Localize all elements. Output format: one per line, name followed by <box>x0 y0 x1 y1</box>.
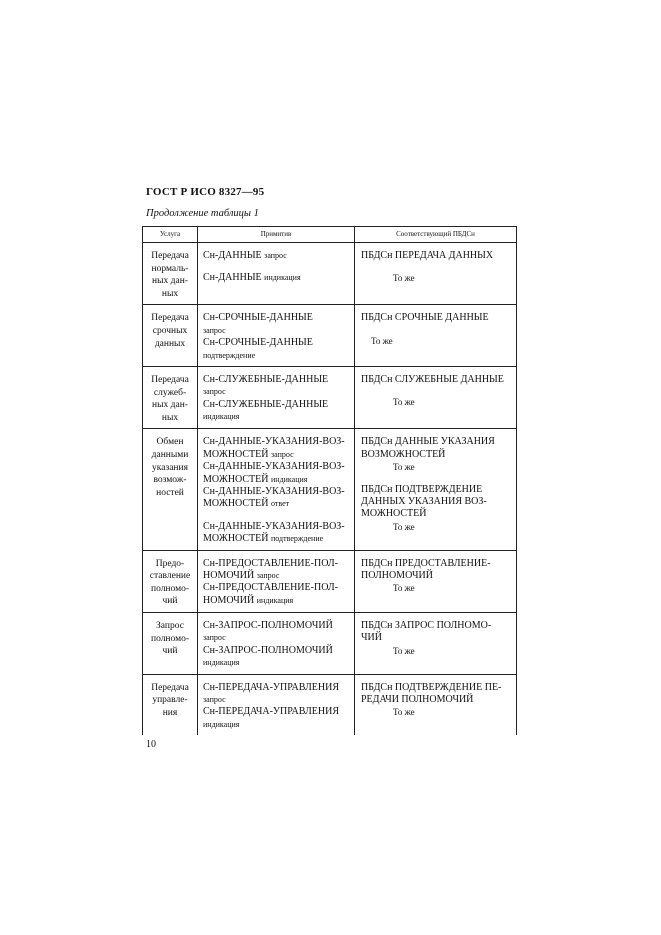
primitive-type: запрос <box>264 251 287 260</box>
spdu-name: МОЖНОСТЕЙ <box>361 508 427 520</box>
same-note: То же <box>393 462 415 473</box>
primitive-entry <box>203 498 350 510</box>
column-header-service: Услуга <box>143 227 198 243</box>
service-cell <box>143 367 198 429</box>
primitive-type: запрос <box>203 633 226 643</box>
primitive-type: запрос <box>271 449 294 459</box>
spdu-name: РЕДАЧИ ПОЛНОМОЧИЙ <box>361 694 474 706</box>
table-header-row <box>143 227 517 243</box>
service-cell <box>143 243 198 305</box>
primitive-name: Сн-ДАННЫЕ-УКАЗАНИЯ-ВОЗ- <box>203 486 345 497</box>
primitive-type: индикация <box>271 474 308 484</box>
primitive-cell <box>198 550 355 612</box>
primitive-name: Сн-СЛУЖЕБНЫЕ-ДАННЫЕ <box>203 374 329 385</box>
primitive-name: Сн-СРОЧНЫЕ-ДАННЫЕ <box>203 337 313 349</box>
primitive-name: Сн-СЛУЖЕБНЫЕ-ДАННЫЕ <box>203 398 329 410</box>
primitive-type: подтверждение <box>271 534 324 544</box>
primitive-entry <box>203 474 350 486</box>
service-cell <box>143 305 198 367</box>
primitive-type: ответ <box>271 499 290 509</box>
service-cell <box>143 613 198 675</box>
primitive-name: Сн-ЗАПРОС-ПОЛНОМОЧИЙ <box>203 644 333 656</box>
primitive-cell <box>198 243 355 305</box>
spdu-name: ПБДСн ПОДТВЕРЖДЕНИЕ <box>361 483 483 495</box>
primitive-cell <box>198 613 355 675</box>
spdu-cell <box>355 550 517 612</box>
spdu-name: ПБДСн ПОДТВЕРЖДЕНИЕ ПЕ- <box>361 681 502 693</box>
primitive-name: Сн-ПРЕДОСТАВЛЕНИЕ-ПОЛ- <box>203 582 339 594</box>
table-row <box>143 613 517 675</box>
primitive-type: индикация <box>256 595 294 605</box>
service-line: срочных <box>152 325 188 336</box>
document-header: ГОСТ Р ИСО 8327—95 <box>146 186 265 198</box>
table-row <box>143 243 517 305</box>
primitive-name: Сн-ЗАПРОС-ПОЛНОМОЧИЙ <box>203 620 333 631</box>
primitive-entry <box>203 570 350 582</box>
spdu-cell <box>355 613 517 675</box>
spdu-name: ПБДСн ЗАПРОС ПОЛНОМО- <box>361 620 492 631</box>
spdu-cell <box>355 305 517 367</box>
primitive-entry <box>203 595 350 607</box>
same-note: То же <box>393 645 415 656</box>
page-number: 10 <box>146 739 156 750</box>
primitive-type: индикация <box>203 658 240 668</box>
service-cell <box>143 550 198 612</box>
table-continuation-caption: Продолжение таблицы 1 <box>146 208 259 219</box>
table-row <box>143 367 517 429</box>
primitive-type: запрос <box>203 387 226 397</box>
service-line: служеб- <box>153 387 187 398</box>
service-line: указания <box>152 462 188 473</box>
same-note: То же <box>393 273 415 284</box>
primitive-type: запрос <box>203 325 226 335</box>
primitive-entry <box>203 250 350 262</box>
same-note: То же <box>371 335 393 346</box>
primitive-cell <box>198 429 355 550</box>
primitive-name: Сн-ПЕРЕДАЧА-УПРАВЛЕНИЯ <box>203 681 340 693</box>
table-row <box>143 674 517 735</box>
spdu-name: ЧИЙ <box>361 632 382 644</box>
column-header-spdu: Соответствующий ПБДСн <box>355 227 517 243</box>
primitive-name: Сн-ПРЕДОСТАВЛЕНИЕ-ПОЛ- <box>203 557 339 569</box>
primitive-type: индикация <box>264 273 301 283</box>
primitive-entry <box>203 272 350 284</box>
primitive-entry <box>203 449 350 461</box>
primitive-name: Сн-ДАННЫЕ <box>203 250 262 261</box>
service-line: Передача <box>151 375 189 385</box>
primitive-name: МОЖНОСТЕЙ <box>203 448 269 460</box>
primitive-cell <box>198 305 355 367</box>
service-line: данных <box>154 338 186 349</box>
primitive-type: запрос <box>203 695 226 705</box>
service-line: ных <box>161 412 179 423</box>
services-table <box>142 226 517 735</box>
spdu-name: ПБДСн СРОЧНЫЕ ДАННЫЕ <box>361 312 489 324</box>
service-line: ных <box>161 288 179 299</box>
spdu-name: ПОЛНОМОЧИЙ <box>361 570 433 582</box>
service-line: полномо- <box>150 633 190 644</box>
primitive-type: индикация <box>203 719 240 729</box>
primitive-name: Сн-СРОЧНЫЕ-ДАННЫЕ <box>203 312 313 324</box>
spdu-name: ВОЗМОЖНОСТЕЙ <box>361 448 446 460</box>
service-line: нормаль- <box>151 263 189 274</box>
service-line: Запрос <box>156 621 184 631</box>
service-line: Передача <box>151 313 189 324</box>
table-row <box>143 305 517 367</box>
service-line: данными <box>151 449 189 460</box>
primitive-name: Сн-ПЕРЕДАЧА-УПРАВЛЕНИЯ <box>203 706 340 718</box>
spdu-cell <box>355 674 517 735</box>
service-line: полномо- <box>150 583 190 594</box>
service-cell <box>143 674 198 735</box>
service-line: управле- <box>152 695 188 706</box>
service-line: ных дан- <box>152 276 188 287</box>
primitive-name: Сн-ДАННЫЕ-УКАЗАНИЯ-ВОЗ- <box>203 436 345 448</box>
primitive-cell <box>198 674 355 735</box>
spdu-name: ПБДСн ПЕРЕДАЧА ДАННЫХ <box>361 250 494 261</box>
primitive-type: подтверждение <box>203 350 256 360</box>
same-note: То же <box>393 707 415 718</box>
service-line: ных дан- <box>152 400 188 411</box>
service-line: чий <box>162 646 178 657</box>
service-line: ностей <box>156 487 184 498</box>
primitive-type: запрос <box>256 571 280 581</box>
primitive-entry <box>203 533 350 545</box>
service-line: чий <box>162 596 178 607</box>
spdu-name: ПБДСн ДАННЫЕ УКАЗАНИЯ <box>361 436 495 448</box>
primitive-type: индикация <box>203 412 240 422</box>
service-line: Обмен <box>156 437 184 448</box>
spdu-cell <box>355 243 517 305</box>
primitive-name: НОМОЧИЙ <box>203 570 255 582</box>
spdu-cell <box>355 367 517 429</box>
primitive-name: МОЖНОСТЕЙ <box>203 533 269 545</box>
spdu-cell <box>355 429 517 550</box>
spdu-name: ДАННЫХ УКАЗАНИЯ ВОЗ- <box>361 496 487 507</box>
service-line: Предо- <box>155 558 185 569</box>
primitive-cell <box>198 367 355 429</box>
primitive-name: МОЖНОСТЕЙ <box>203 473 269 485</box>
primitive-name: МОЖНОСТЕЙ <box>203 498 269 510</box>
table-row <box>143 550 517 612</box>
table-row <box>143 429 517 550</box>
service-line: Передача <box>151 682 189 693</box>
primitive-name: Сн-ДАННЫЕ-УКАЗАНИЯ-ВОЗ- <box>203 461 345 473</box>
same-note: То же <box>393 397 415 408</box>
service-line: Передача <box>151 251 189 261</box>
spdu-name: ПБДСн ПРЕДОСТАВЛЕНИЕ- <box>361 557 491 569</box>
service-line: ния <box>162 707 178 718</box>
service-line: возмож- <box>153 475 187 486</box>
spdu-name: ПБДСн СЛУЖЕБНЫЕ ДАННЫЕ <box>361 374 504 385</box>
primitive-name: НОМОЧИЙ <box>203 594 255 606</box>
column-header-primitive: Примитив <box>198 227 355 243</box>
primitive-name: Сн-ДАННЫЕ <box>203 272 262 284</box>
same-note: То же <box>393 583 415 594</box>
primitive-name: Сн-ДАННЫЕ-УКАЗАНИЯ-ВОЗ- <box>203 520 345 532</box>
same-note: То же <box>393 521 415 532</box>
service-cell <box>143 429 198 550</box>
service-line: ставление <box>149 571 191 582</box>
